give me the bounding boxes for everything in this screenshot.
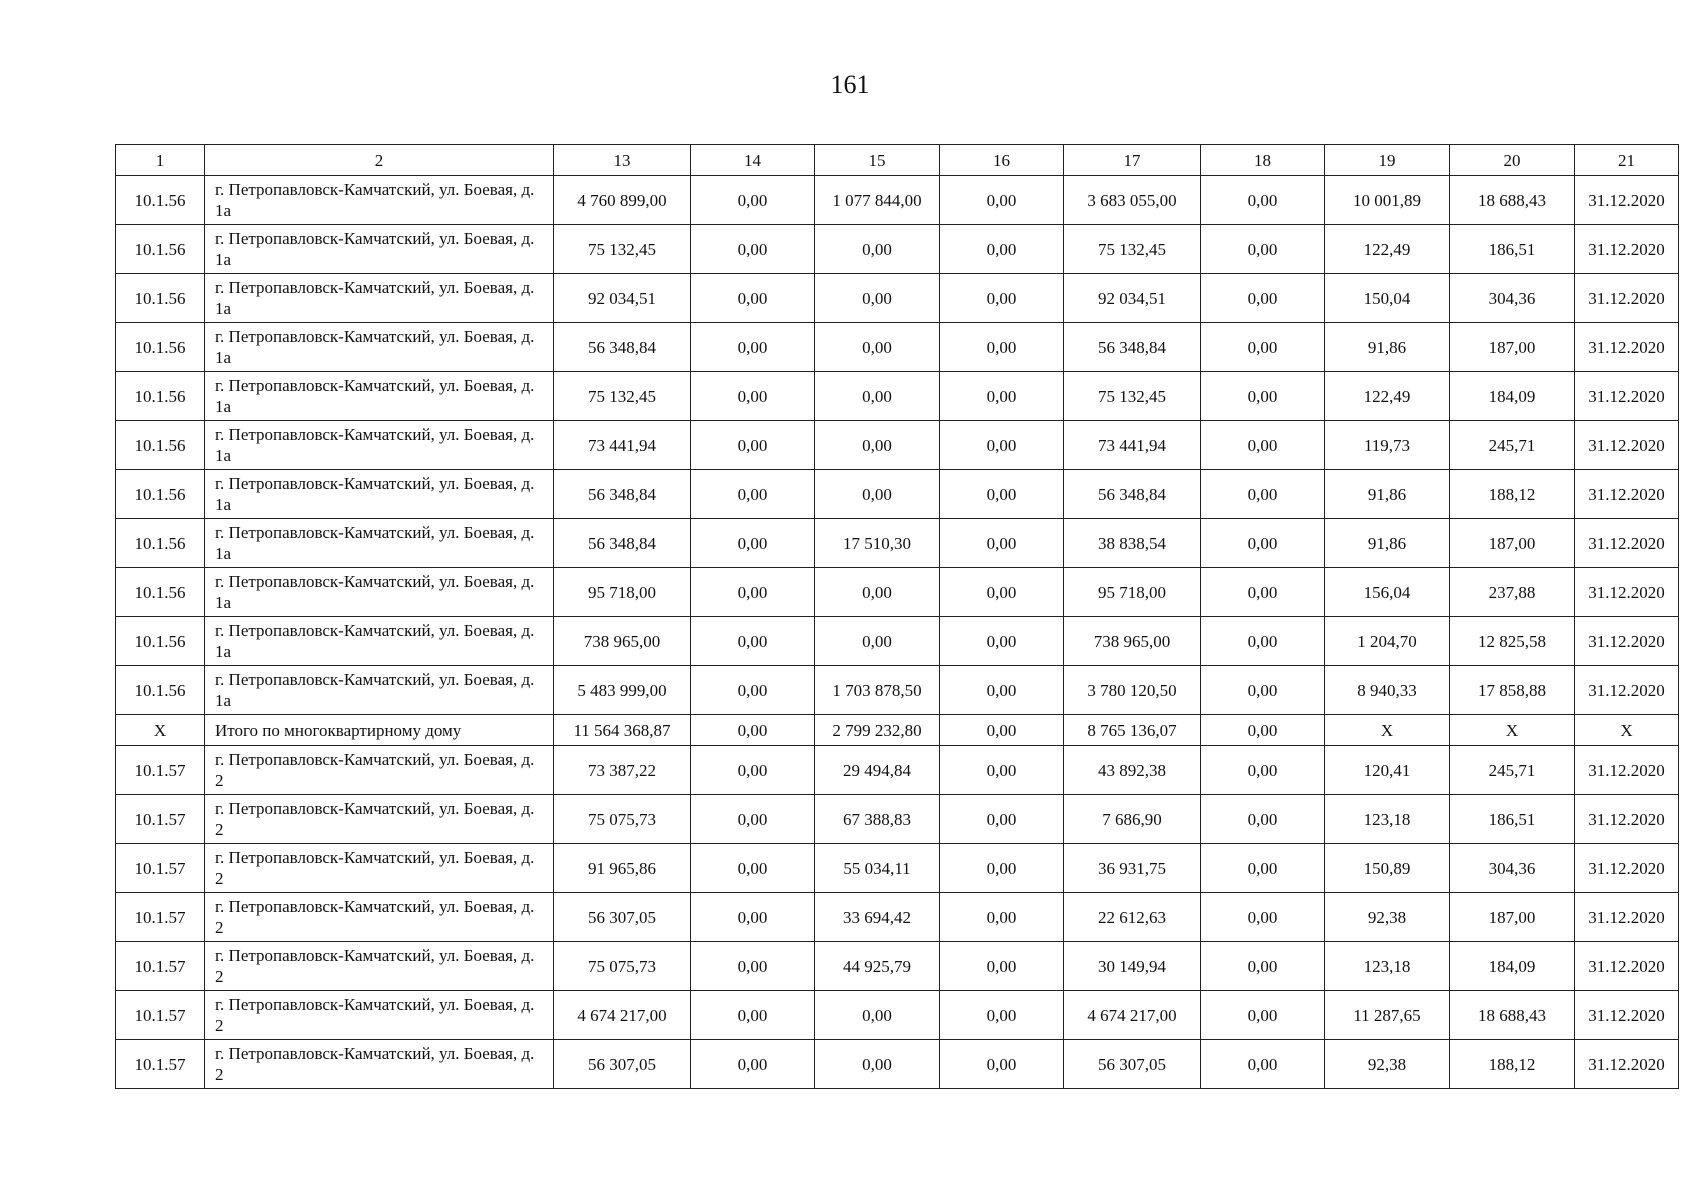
table-cell: 73 441,94: [554, 421, 691, 470]
table-cell: 0,00: [940, 893, 1064, 942]
table-cell: 0,00: [940, 274, 1064, 323]
table-cell: 1 204,70: [1325, 617, 1450, 666]
table-cell: 0,00: [940, 666, 1064, 715]
table-cell: 92,38: [1325, 893, 1450, 942]
table-cell: 122,49: [1325, 225, 1450, 274]
table-cell: 0,00: [1201, 421, 1325, 470]
table-cell: 10.1.56: [116, 372, 205, 421]
table-cell: 738 965,00: [1064, 617, 1201, 666]
table-cell: 0,00: [815, 421, 940, 470]
table-cell: 0,00: [691, 323, 815, 372]
table-cell: 31.12.2020: [1575, 274, 1679, 323]
table-row: [116, 942, 1679, 991]
table-cell: 10.1.56: [116, 274, 205, 323]
table-cell: г. Петропавловск-Камчатский, ул. Боевая, д. 1а: [205, 372, 554, 421]
table-cell: 0,00: [815, 568, 940, 617]
table-cell: 0,00: [940, 470, 1064, 519]
table-cell: 0,00: [815, 274, 940, 323]
table-cell: 56 348,84: [1064, 470, 1201, 519]
table-cell: Итого по многоквартирному дому: [205, 715, 554, 746]
table-cell: 31.12.2020: [1575, 176, 1679, 225]
table-cell: 738 965,00: [554, 617, 691, 666]
table-cell: 0,00: [1201, 225, 1325, 274]
table-cell: 0,00: [815, 470, 940, 519]
table-cell: 17 858,88: [1450, 666, 1575, 715]
table-row: [116, 519, 1679, 568]
table-cell: 10.1.56: [116, 568, 205, 617]
table-cell: 31.12.2020: [1575, 617, 1679, 666]
table-cell: 0,00: [940, 176, 1064, 225]
table-cell: 0,00: [1201, 942, 1325, 991]
table-row: [116, 844, 1679, 893]
table-cell: 0,00: [1201, 746, 1325, 795]
table-cell: 91,86: [1325, 470, 1450, 519]
table-cell: 2 799 232,80: [815, 715, 940, 746]
table-cell: 237,88: [1450, 568, 1575, 617]
table-cell: 0,00: [940, 568, 1064, 617]
table-cell: 22 612,63: [1064, 893, 1201, 942]
table-cell: 36 931,75: [1064, 844, 1201, 893]
table-cell: 0,00: [940, 225, 1064, 274]
table-cell: 73 387,22: [554, 746, 691, 795]
table-cell: 10.1.56: [116, 225, 205, 274]
table-cell: 0,00: [1201, 470, 1325, 519]
table-cell: 0,00: [691, 519, 815, 568]
table-cell: 150,89: [1325, 844, 1450, 893]
table-cell: 0,00: [691, 372, 815, 421]
table-cell: 187,00: [1450, 893, 1575, 942]
table-cell: 3 683 055,00: [1064, 176, 1201, 225]
table-cell: 0,00: [940, 421, 1064, 470]
table-cell: 10.1.56: [116, 617, 205, 666]
table-cell: 0,00: [940, 1040, 1064, 1089]
table-cell: 4 760 899,00: [554, 176, 691, 225]
column-header: 14: [691, 145, 815, 176]
table-cell: 120,41: [1325, 746, 1450, 795]
column-header: 2: [205, 145, 554, 176]
table-cell: 10.1.57: [116, 991, 205, 1040]
table-cell: 187,00: [1450, 323, 1575, 372]
table-cell: 186,51: [1450, 225, 1575, 274]
table-cell: 0,00: [815, 617, 940, 666]
table-cell: г. Петропавловск-Камчатский, ул. Боевая, д. 1а: [205, 421, 554, 470]
table-cell: 10.1.56: [116, 470, 205, 519]
table-cell: 11 564 368,87: [554, 715, 691, 746]
table-cell: 95 718,00: [554, 568, 691, 617]
table-row: [116, 470, 1679, 519]
table-cell: 29 494,84: [815, 746, 940, 795]
table-cell: 0,00: [1201, 666, 1325, 715]
table-row: [116, 568, 1679, 617]
table-cell: 18 688,43: [1450, 991, 1575, 1040]
table-cell: 188,12: [1450, 470, 1575, 519]
table-cell: 0,00: [940, 372, 1064, 421]
table-cell: 0,00: [691, 274, 815, 323]
table-cell: 0,00: [1201, 893, 1325, 942]
table-cell: 0,00: [940, 844, 1064, 893]
table-cell: г. Петропавловск-Камчатский, ул. Боевая, д. 1а: [205, 617, 554, 666]
table-cell: 0,00: [1201, 844, 1325, 893]
table-cell: 0,00: [1201, 176, 1325, 225]
table-cell: 0,00: [940, 795, 1064, 844]
table-cell: 186,51: [1450, 795, 1575, 844]
table-cell: 18 688,43: [1450, 176, 1575, 225]
table-cell: 56 348,84: [554, 519, 691, 568]
table-cell: 184,09: [1450, 942, 1575, 991]
column-header: 17: [1064, 145, 1201, 176]
table-cell: 56 348,84: [1064, 323, 1201, 372]
table-cell: 56 307,05: [1064, 1040, 1201, 1089]
table-cell: 31.12.2020: [1575, 666, 1679, 715]
table-cell: 10.1.57: [116, 746, 205, 795]
table-cell: 122,49: [1325, 372, 1450, 421]
table-cell: 31.12.2020: [1575, 225, 1679, 274]
table-cell: 0,00: [1201, 1040, 1325, 1089]
table-cell: 0,00: [691, 225, 815, 274]
table-cell: 31.12.2020: [1575, 1040, 1679, 1089]
table-cell: 10.1.56: [116, 519, 205, 568]
table-cell: 10.1.57: [116, 795, 205, 844]
table-cell: 31.12.2020: [1575, 323, 1679, 372]
column-number-row: [116, 145, 1679, 176]
table-cell: 0,00: [691, 795, 815, 844]
table-cell: 56 307,05: [554, 893, 691, 942]
table-cell: 75 132,45: [554, 372, 691, 421]
table-cell: 91,86: [1325, 519, 1450, 568]
table-cell: 31.12.2020: [1575, 568, 1679, 617]
table-cell: 30 149,94: [1064, 942, 1201, 991]
table-cell: 0,00: [691, 715, 815, 746]
table-row: [116, 991, 1679, 1040]
table-cell: 304,36: [1450, 844, 1575, 893]
table-cell: 0,00: [691, 176, 815, 225]
table-cell: 0,00: [940, 617, 1064, 666]
column-header: 16: [940, 145, 1064, 176]
table-cell: 31.12.2020: [1575, 470, 1679, 519]
table-cell: 44 925,79: [815, 942, 940, 991]
table-cell: 67 388,83: [815, 795, 940, 844]
table-cell: 0,00: [1201, 372, 1325, 421]
table-cell: 0,00: [691, 617, 815, 666]
column-header: 13: [554, 145, 691, 176]
table-cell: г. Петропавловск-Камчатский, ул. Боевая, д. 2: [205, 795, 554, 844]
column-header: 15: [815, 145, 940, 176]
table-cell: г. Петропавловск-Камчатский, ул. Боевая, д. 1а: [205, 519, 554, 568]
table-row: [116, 666, 1679, 715]
table-cell: 1 703 878,50: [815, 666, 940, 715]
page-number: 161: [830, 70, 870, 99]
table-cell: 119,73: [1325, 421, 1450, 470]
table-cell: 0,00: [1201, 519, 1325, 568]
table-cell: 8 940,33: [1325, 666, 1450, 715]
table-row: [116, 323, 1679, 372]
table-cell: 92 034,51: [1064, 274, 1201, 323]
table-cell: г. Петропавловск-Камчатский, ул. Боевая, д. 2: [205, 942, 554, 991]
table-cell: г. Петропавловск-Камчатский, ул. Боевая, д. 1а: [205, 225, 554, 274]
table-cell: 0,00: [691, 746, 815, 795]
table-cell: 0,00: [1201, 715, 1325, 746]
table-row: [116, 274, 1679, 323]
table-cell: 75 132,45: [554, 225, 691, 274]
table-cell: 0,00: [940, 942, 1064, 991]
table-row: [116, 746, 1679, 795]
table-cell: 10.1.57: [116, 942, 205, 991]
table-row: [116, 176, 1679, 225]
column-header: 20: [1450, 145, 1575, 176]
table-cell: 123,18: [1325, 795, 1450, 844]
table-cell: 0,00: [815, 372, 940, 421]
table-row: [116, 225, 1679, 274]
table-cell: 92 034,51: [554, 274, 691, 323]
table-cell: г. Петропавловск-Камчатский, ул. Боевая, д. 2: [205, 893, 554, 942]
table-cell: г. Петропавловск-Камчатский, ул. Боевая, д. 1а: [205, 274, 554, 323]
table-row: [116, 795, 1679, 844]
table-row: [116, 893, 1679, 942]
table-cell: 0,00: [815, 323, 940, 372]
table-cell: 38 838,54: [1064, 519, 1201, 568]
table-cell: 31.12.2020: [1575, 893, 1679, 942]
table-cell: 10 001,89: [1325, 176, 1450, 225]
column-header: 1: [116, 145, 205, 176]
table-cell: 95 718,00: [1064, 568, 1201, 617]
table-cell: 31.12.2020: [1575, 372, 1679, 421]
table-cell: 0,00: [1201, 568, 1325, 617]
table-cell: 31.12.2020: [1575, 942, 1679, 991]
table-row: [116, 372, 1679, 421]
table-cell: 0,00: [815, 991, 940, 1040]
table-cell: 0,00: [1201, 617, 1325, 666]
data-table: [115, 144, 1679, 1089]
table-cell: г. Петропавловск-Камчатский, ул. Боевая, д. 1а: [205, 470, 554, 519]
table-cell: 0,00: [1201, 991, 1325, 1040]
table-cell: 31.12.2020: [1575, 991, 1679, 1040]
table-cell: 10.1.56: [116, 323, 205, 372]
table-cell: 150,04: [1325, 274, 1450, 323]
table-row: [116, 617, 1679, 666]
table-cell: 0,00: [940, 715, 1064, 746]
table-cell: 56 348,84: [554, 323, 691, 372]
table-cell: 0,00: [691, 991, 815, 1040]
table-cell: 10.1.57: [116, 844, 205, 893]
table-cell: 43 892,38: [1064, 746, 1201, 795]
table-cell: г. Петропавловск-Камчатский, ул. Боевая, д. 2: [205, 1040, 554, 1089]
table-cell: 31.12.2020: [1575, 795, 1679, 844]
table-cell: 11 287,65: [1325, 991, 1450, 1040]
table-cell: 7 686,90: [1064, 795, 1201, 844]
table-cell: 10.1.56: [116, 421, 205, 470]
table-cell: г. Петропавловск-Камчатский, ул. Боевая, д. 2: [205, 844, 554, 893]
table-cell: 92,38: [1325, 1040, 1450, 1089]
table-cell: 123,18: [1325, 942, 1450, 991]
table-cell: 0,00: [691, 421, 815, 470]
table-total-row: [116, 715, 1679, 746]
table-cell: 75 132,45: [1064, 225, 1201, 274]
column-header: 18: [1201, 145, 1325, 176]
table-cell: г. Петропавловск-Камчатский, ул. Боевая, д. 2: [205, 991, 554, 1040]
table-cell: X: [1575, 715, 1679, 746]
table-cell: 4 674 217,00: [554, 991, 691, 1040]
table-cell: 10.1.57: [116, 1040, 205, 1089]
table-cell: 0,00: [691, 666, 815, 715]
table-cell: 304,36: [1450, 274, 1575, 323]
table-row: [116, 1040, 1679, 1089]
table-cell: г. Петропавловск-Камчатский, ул. Боевая, д. 1а: [205, 176, 554, 225]
table-cell: 0,00: [691, 844, 815, 893]
table-cell: 10.1.56: [116, 176, 205, 225]
table-cell: 1 077 844,00: [815, 176, 940, 225]
table-cell: 31.12.2020: [1575, 746, 1679, 795]
table-cell: 0,00: [1201, 274, 1325, 323]
table-body: [116, 145, 1679, 1089]
table-cell: 10.1.57: [116, 893, 205, 942]
table-cell: 0,00: [815, 1040, 940, 1089]
table-cell: 56 307,05: [554, 1040, 691, 1089]
table-cell: 12 825,58: [1450, 617, 1575, 666]
column-header: 21: [1575, 145, 1679, 176]
table-row: [116, 421, 1679, 470]
table-cell: 0,00: [940, 519, 1064, 568]
table-cell: 0,00: [691, 470, 815, 519]
table-cell: X: [116, 715, 205, 746]
table-cell: 0,00: [691, 942, 815, 991]
table-cell: 0,00: [1201, 795, 1325, 844]
table-cell: 17 510,30: [815, 519, 940, 568]
table-cell: 245,71: [1450, 746, 1575, 795]
table-cell: 156,04: [1325, 568, 1450, 617]
table-cell: г. Петропавловск-Камчатский, ул. Боевая, д. 1а: [205, 568, 554, 617]
table-cell: 91 965,86: [554, 844, 691, 893]
table-cell: 245,71: [1450, 421, 1575, 470]
table-cell: 56 348,84: [554, 470, 691, 519]
table-cell: 187,00: [1450, 519, 1575, 568]
table-cell: X: [1450, 715, 1575, 746]
table-cell: 31.12.2020: [1575, 844, 1679, 893]
table-cell: 31.12.2020: [1575, 421, 1679, 470]
table-cell: г. Петропавловск-Камчатский, ул. Боевая, д. 2: [205, 746, 554, 795]
table-cell: 3 780 120,50: [1064, 666, 1201, 715]
column-header: 19: [1325, 145, 1450, 176]
table-cell: X: [1325, 715, 1450, 746]
table-cell: 0,00: [691, 893, 815, 942]
table-cell: 0,00: [1201, 323, 1325, 372]
table-cell: 75 132,45: [1064, 372, 1201, 421]
table-cell: 0,00: [815, 225, 940, 274]
table-cell: 188,12: [1450, 1040, 1575, 1089]
table-cell: 0,00: [940, 991, 1064, 1040]
table-cell: 33 694,42: [815, 893, 940, 942]
table-cell: 0,00: [940, 746, 1064, 795]
table-cell: 75 075,73: [554, 795, 691, 844]
table-cell: 55 034,11: [815, 844, 940, 893]
table-cell: 0,00: [940, 323, 1064, 372]
table-cell: 5 483 999,00: [554, 666, 691, 715]
table-cell: 8 765 136,07: [1064, 715, 1201, 746]
table-cell: 4 674 217,00: [1064, 991, 1201, 1040]
table-cell: 75 075,73: [554, 942, 691, 991]
table-cell: 31.12.2020: [1575, 519, 1679, 568]
table-cell: г. Петропавловск-Камчатский, ул. Боевая, д. 1а: [205, 666, 554, 715]
table-cell: 0,00: [691, 1040, 815, 1089]
table-cell: 91,86: [1325, 323, 1450, 372]
table-cell: 0,00: [691, 568, 815, 617]
table-cell: 73 441,94: [1064, 421, 1201, 470]
table-cell: 10.1.56: [116, 666, 205, 715]
table-cell: г. Петропавловск-Камчатский, ул. Боевая, д. 1а: [205, 323, 554, 372]
table-cell: 184,09: [1450, 372, 1575, 421]
